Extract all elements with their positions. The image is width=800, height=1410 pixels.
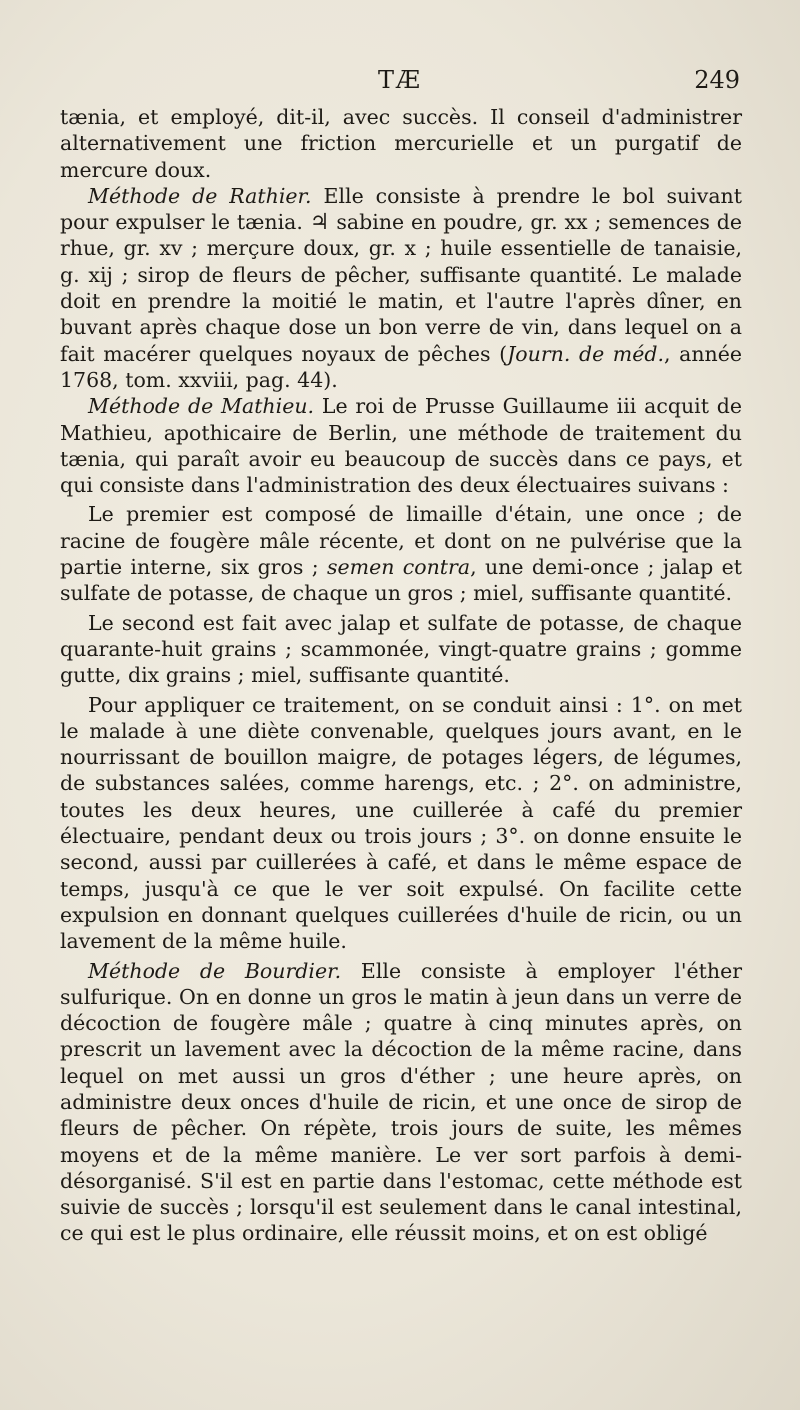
- citation: Journ. de méd.: [507, 341, 664, 366]
- page-header: [60, 66, 740, 100]
- italic-term: semen contra: [326, 555, 471, 580]
- paragraph-methode-rathier: [60, 183, 742, 393]
- paragraph-text: sabine en poudre, gr. xx ; semences de rhue, gr. xv ; merçure doux, gr. x ; huile essentielle de tanaisie, g. xij ; sirop de fleurs de pêcher, suffisante quantité. Le malade doit en prendre la moitié le matin, et l'autre l'après dîner, en buvant après chaque dose un bon verre de vin, dans lequel on a fait macérer quelques noyaux de pêches (: [60, 210, 742, 366]
- paragraph-text: Elle consiste à prendre le bol suivant pour expulser le tænia.: [60, 183, 742, 235]
- paragraph-text: , une demi-once ; jalap et sulfate de potasse, de chaque un gros ; miel, suffisante quantité.: [60, 555, 743, 606]
- paragraph-premier-electuaire: [60, 501, 742, 606]
- method-heading: Méthode de Mathieu.: [88, 394, 315, 419]
- paragraph-methode-mathieu: [60, 393, 742, 498]
- paragraph-second-electuaire: [60, 610, 742, 689]
- paragraph-methode-bourdier: [60, 958, 742, 1247]
- running-head: TÆ: [377, 66, 423, 94]
- paragraph-text: Le premier est composé de limaille d'étain, une once ; de racine de fougère mâle récente, et dont on ne pulvérise que la partie interne, six gros ;: [60, 502, 742, 580]
- paragraph-text: Pour appliquer ce traitement, on se conduit ainsi : 1°. on met le malade à une diète convenable, quelques jours avant, en le nourrissant de bouillon maigre, de potages légers, de légumes, de substances salées, comme harengs, etc. ; 2°. on administre, toutes les deux heures, une cuillerée à café du premier électuaire, pendant deux ou trois jours ; 3°. on donne ensuite le second, aussi par cuillerées à café, et dans le même espace de temps, jusqu'à ce que le ver soit expulsé. On facilite cette expulsion en donnant quelques cuillerées d'huile de ricin, ou un lavement de la même huile.: [60, 692, 742, 954]
- recipe-symbol: ♃: [309, 209, 330, 236]
- paragraph-text: tænia, et employé, dit-il, avec succès. Il conseil d'administrer alternativement une friction mercurielle et un purgatif de mercure doux.: [60, 105, 742, 182]
- paragraph-traitement: [60, 692, 742, 955]
- paragraph-text: Le second est fait avec jalap et sulfate de potasse, de chaque quarante-huit grains ; scammonée, vingt-quatre grains ; gomme gutte, dix grains ; miel, suffisante quantité.: [60, 610, 742, 688]
- page-number: 249: [694, 66, 740, 94]
- paragraph-continuation: [60, 104, 742, 183]
- paragraph-text: , année 1768, tom. xxviii, pag. 44).: [60, 341, 742, 392]
- paragraph-text: Elle consiste à employer l'éther sulfurique. On en donne un gros le matin à jeun dans un verre de décoction de fougère mâle ; quatre à cinq minutes après, on prescrit un lavement avec la décoction de la même racine, dans lequel on met aussi un gros d'éther ; une heure après, on administre deux onces d'huile de ricin, et une once de sirop de fleurs de pêcher. On répète, trois jours de suite, les mêmes moyens et de la même manière. Le ver sort parfois à demi-désorganisé. S'il est en partie dans l'estomac, cette méthode est suivie de succès ; lorsqu'il est seulement dans le canal intestinal, ce qui est le plus ordinaire, elle réussit moins, et on est obligé: [60, 958, 743, 1246]
- method-heading: Méthode de Bourdier.: [88, 958, 342, 983]
- paragraph-text: Le roi de Prusse Guillaume iii acquit de Mathieu, apothicaire de Berlin, une méthode de traitement du tænia, qui paraît avoir eu beaucoup de succès dans ce pays, et qui consiste dans l'administration des deux électuaires suivans :: [60, 394, 742, 498]
- method-heading: Méthode de Rathier.: [88, 183, 312, 208]
- body-text: [60, 104, 742, 1247]
